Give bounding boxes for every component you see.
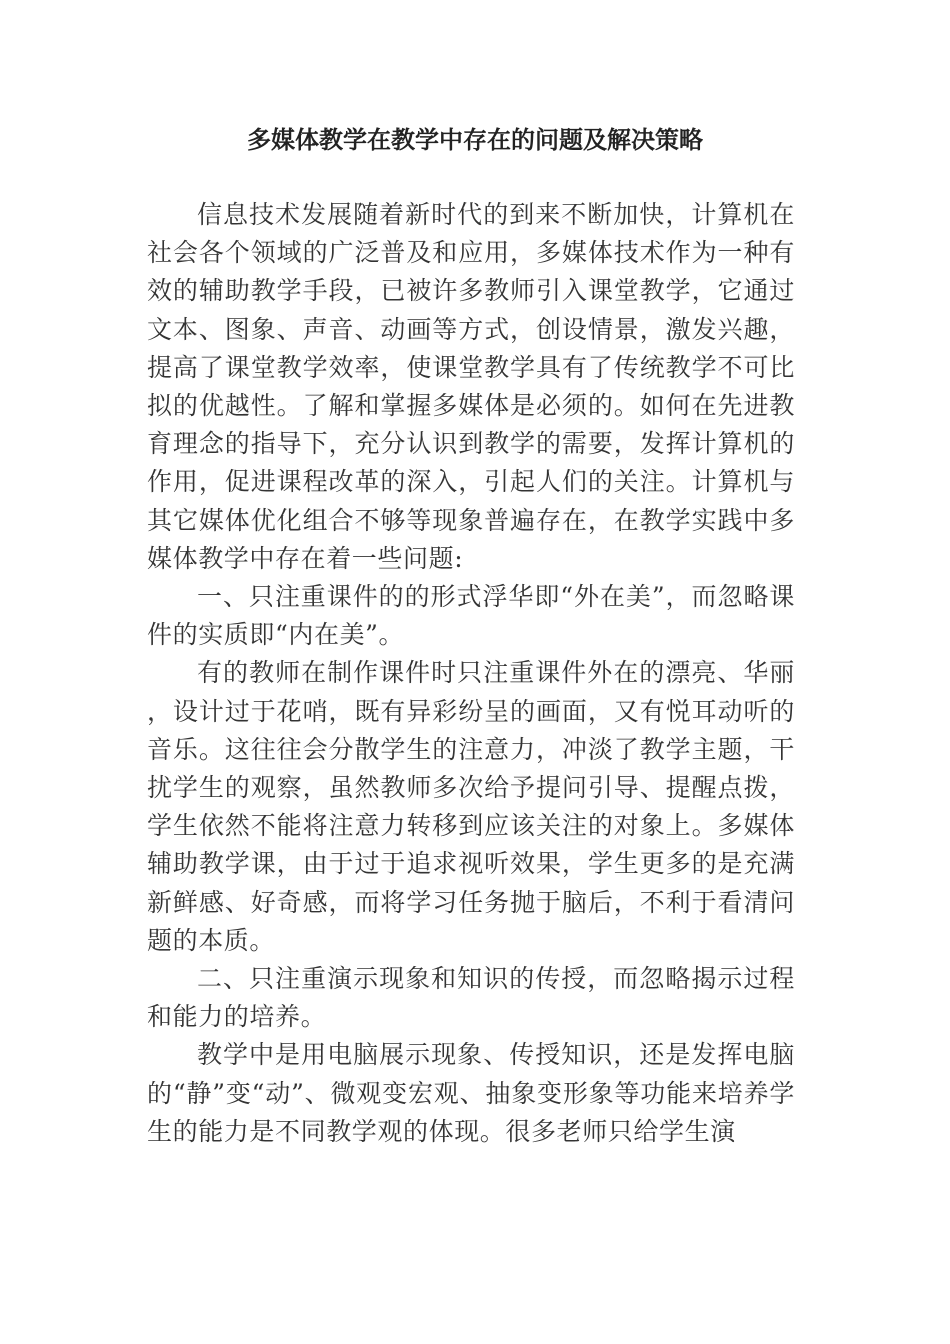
paragraph-heading-one: 一、只注重课件的的形式浮华即“外在美”，而忽略课件的实质即“内在美”。: [147, 582, 795, 650]
paragraph-body-one: 有的教师在制作课件时只注重课件外在的漂亮、华丽，设计过于花哨，既有异彩纷呈的画面，又有悦耳动听的音乐。这往往会分散学生的注意力，冲淡了教学主题，干扰学生的观察，虽然教师多次给予提问引导、提醒点拨，学生依然不能将注意力转移到应该关注的对象上。多媒体辅助教学课，由于过于追求视听效果，学生更多的是充满新鲜感、好奇感，而将学习任务抛于脑后，不利于看清问题的本质。: [147, 658, 795, 955]
document-title: 多媒体教学在教学中存在的问题及解决策略: [247, 125, 703, 154]
paragraph-heading-two: 二、只注重演示现象和知识的传授，而忽略揭示过程和能力的培养。: [147, 964, 795, 1032]
document-body: [147, 196, 795, 1151]
paragraph-body-two: 教学中是用电脑展示现象、传授知识，还是发挥电脑的“静”变“动”、微观变宏观、抽象变形象等功能来培养学生的能力是不同教学观的体现。很多老师只给学生演: [147, 1040, 795, 1146]
paragraph-intro: 信息技术发展随着新时代的到来不断加快，计算机在社会各个领域的广泛普及和应用，多媒体技术作为一种有效的辅助教学手段，已被许多教师引入课堂教学，它通过文本、图象、声音、动画等方式，创设情景，激发兴趣，提高了课堂教学效率，使课堂教学具有了传统教学不可比拟的优越性。了解和掌握多媒体是必须的。如何在先进教育理念的指导下，充分认识到教学的需要，发挥计算机的作用，促进课程改革的深入，引起人们的关注。计算机与其它媒体优化组合不够等现象普遍存在，在教学实践中多媒体教学中存在着一些问题:: [147, 200, 795, 573]
